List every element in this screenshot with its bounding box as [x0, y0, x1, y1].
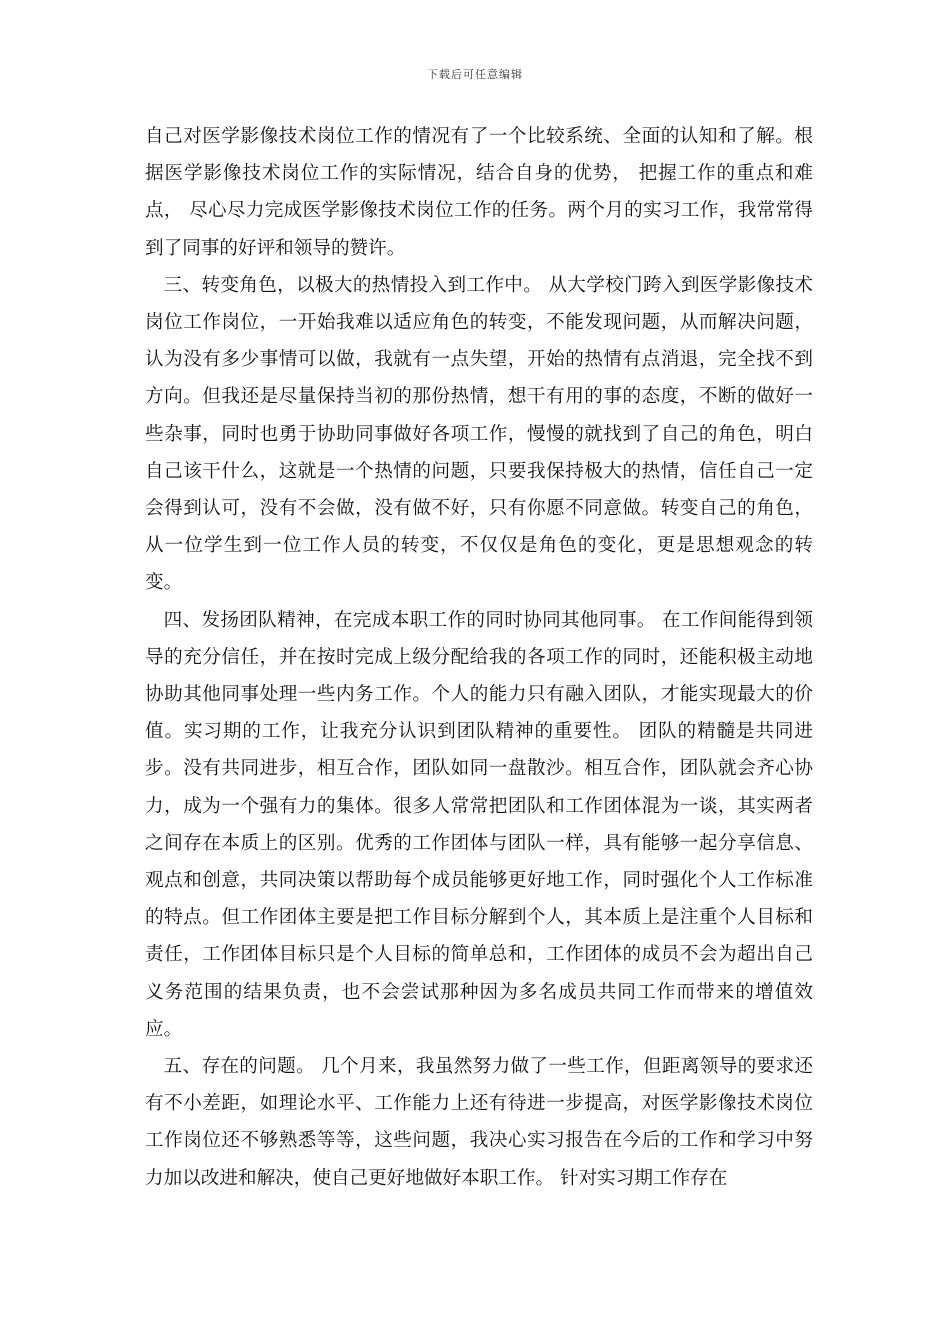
paragraph-section-five: 五、存在的问题。 几个月来，我虽然努力做了一些工作，但距离领导的要求还有不小差距，如理论水平、工作能力上还有待进一步提高，对医学影像技术岗位工作岗位还不够熟悉等等，这些问题，我决心实习报告在今后的工作和学习中努力加以改进和解决，使自己更好地做好本职工作。 针对实习期工作存在: [145, 1056, 813, 1189]
document-body: [145, 118, 813, 1197]
page-header: 下载后可任意编辑: [427, 68, 523, 81]
paragraph-continuation: 自己对医学影像技术岗位工作的情况有了一个比较系统、全面的认知和了解。根据医学影像技术岗位工作的实际情况，结合自身的优势， 把握工作的重点和难点， 尽心尽力完成医学影像技术岗位工作的任务。两个月的实习工作，我常常得到了同事的好评和领导的赞许。: [145, 126, 813, 259]
paragraph-section-three: 三、转变角色，以极大的热情投入到工作中。 从大学校门跨入到医学影像技术岗位工作岗位，一开始我难以适应角色的转变，不能发现问题，从而解决问题，认为没有多少事情可以做，我就有一点失望，开始的热情有点消退，完全找不到方向。但我还是尽量保持当初的那份热情，想干有用的事的态度，不断的做好一些杂事，同时也勇于协助同事做好各项工作，慢慢的就找到了自己的角色，明白自己该干什么，这就是一个热情的问题，只要我保持极大的热情，信任自己一定会得到认可，没有不会做，没有做不好，只有你愿不同意做。转变自己的角色，从一位学生到一位工作人员的转变，不仅仅是角色的变化，更是思想观念的转变。: [145, 274, 813, 594]
paragraph-section-four: 四、发扬团队精神，在完成本职工作的同时协同其他同事。 在工作间能得到领导的充分信任，并在按时完成上级分配给我的各项工作的同时，还能积极主动地协助其他同事处理一些内务工作。个人的能力只有融入团队，才能实现最大的价值。实习期的工作，让我充分认识到团队精神的重要性。 团队的精髓是共同进步。没有共同进步，相互合作，团队如同一盘散沙。相互合作，团队就会齐心协力，成为一个强有力的集体。很多人常常把团队和工作团体混为一谈，其实两者之间存在本质上的区别。优秀的工作团体与团队一样，具有能够一起分享信息、观点和创意，共同决策以帮助每个成员能够更好地工作，同时强化个人工作标准的特点。但工作团体主要是把工作目标分解到个人，其本质上是注重个人目标和责任，工作团体目标只是个人目标的简单总和，工作团体的成员不会为超出自己义务范围的结果负责，也不会尝试那种因为多名成员共同工作而带来的增值效应。: [145, 609, 813, 1040]
